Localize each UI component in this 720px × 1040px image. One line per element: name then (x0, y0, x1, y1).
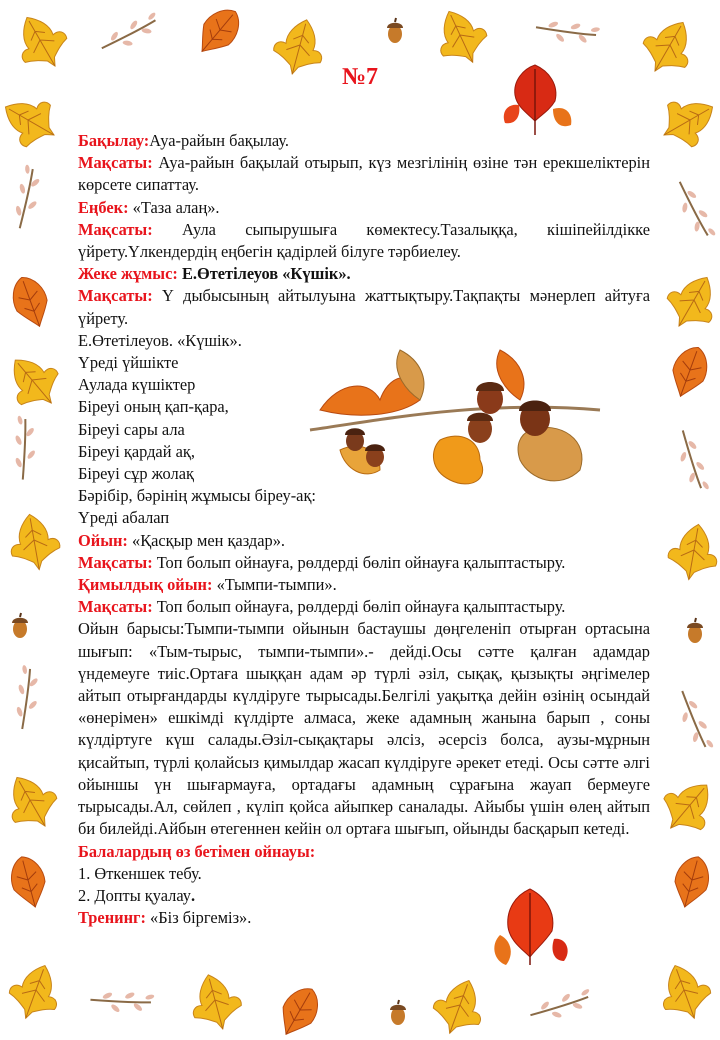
labor-label: Еңбек: (78, 197, 129, 217)
poem-line: Аулада күшіктер (78, 375, 196, 395)
poem-line: Бәрібір, бәрінің жұмысы біреу-ақ: (78, 486, 316, 506)
free-play-item-line (78, 885, 650, 907)
individual-work-text: Е.Өтетілеуов «Күшік». (177, 264, 351, 284)
poem-line: Біреуі оның қап-қара, (78, 397, 229, 417)
individual-work-line (78, 263, 650, 285)
game-description: Ойын барысы:Тымпи-тымпи ойынын бастаушы дөңгеленіп отырған ортасына шығып: «Тым-тырыс, тымпи-тымпи».- дейді.Осы сәтте қалған адамдар үндемеуге тиіс.Ортаға шыққан адам әр түрлі әзіл, сықақ, қызықты әңгімелер айтып отырғандарды күлдіруге тырысады.Белгілі уақытқа дейін өзінің осындай «өнерімен» ешкімді күлдірте алмаса, жеке адамның жанына барып , соны күлдіртуге күш салады.Әзіл-сықақтары әлсіз, әсерсіз болса, аузы-мұрнын қисайтып, түрлі қолайсыз қимылдар жасап күлдіруге әрекет етеді. Осы сәтте әлгі ойыншы үн шығармауға, ортадағы адамның сұрағына жауап бермеуге тырысады.Ал, сөйлеп , күліп қойса айыпкер саналады. Айыбы үшін өлең айтып би билейді.Айбын өтегеннен кейін ол ортаға шығып, ойынды басқарып кетеді. (78, 619, 650, 839)
document-body (78, 130, 650, 929)
goal-paragraph (78, 552, 650, 574)
movement-game-line (78, 574, 650, 596)
poem-line: Үреді үйшікте (78, 353, 179, 373)
goal-label: Мақсаты: (78, 219, 153, 239)
page-title: №7 (341, 64, 379, 90)
goal-label: Мақсаты: (78, 153, 153, 173)
goal-text: Топ болып ойнауға, рөлдерді бөліп ойнауға қалыптастыру. (152, 552, 566, 572)
game-text: «Қасқыр мен қаздар». (127, 530, 285, 550)
goal-paragraph (78, 152, 650, 196)
observation-line (78, 130, 650, 152)
goal-text: Топ болып ойнауға, рөлдерді бөліп ойнауға қалыптастыру. (152, 597, 566, 617)
labor-line (78, 197, 650, 219)
movement-game-text: «Тымпи-тымпи». (212, 575, 337, 595)
observation-text: Ауа-райын бақылау. (149, 131, 289, 150)
poem-line: Біреуі сары ала (78, 419, 185, 439)
goal-label: Мақсаты: (78, 552, 153, 572)
goal-label: Мақсаты: (78, 286, 153, 306)
game-label: Ойын: (78, 530, 128, 550)
free-play-label: Балалардың өз бетімен ойнауы: (78, 841, 316, 861)
poem-line: Біреуі қардай ақ, (78, 441, 195, 461)
goal-text: Ү дыбысының айтылуына жаттықтыру.Тақпақты мәнерлеп айтуға үйрету. (78, 286, 650, 328)
training-label: Тренинг: (78, 908, 146, 928)
individual-work-label: Жеке жұмыс: (78, 264, 178, 284)
poem (78, 352, 328, 530)
goal-paragraph (78, 596, 650, 618)
game-line (78, 530, 650, 552)
poem-author: Е.Өтетілеуов. «Күшік». (78, 330, 242, 350)
goal-paragraph (78, 285, 650, 329)
goal-label: Мақсаты: (78, 597, 153, 617)
labor-text: «Таза алаң». (128, 197, 220, 217)
poem-line: Үреді абалап (78, 508, 170, 528)
free-play-item-period: . (191, 885, 196, 905)
training-text: «Біз біргеміз». (145, 908, 252, 928)
observation-label: Бақылау: (78, 131, 150, 150)
training-line (78, 907, 650, 929)
goal-text: Аула сыпырушыға көмектесу.Тазалыққа, кішіпейілдікке үйрету.Үлкендердің еңбегін қадірлей білуге тәрбиелеу. (78, 219, 650, 262)
free-play-item: 2. Допты қуалау (78, 885, 191, 905)
movement-game-label: Қимылдық ойын: (78, 575, 213, 595)
goal-paragraph (78, 219, 650, 263)
poem-line: Біреуі сұр жолақ (78, 464, 194, 484)
goal-text: Ауа-райын бақылай отырып, күз мезгілінің өзіне тән ерекшеліктерін көрсете сипаттау. (78, 153, 650, 195)
free-play-item: 1. Өткеншек тебу. (78, 863, 202, 883)
